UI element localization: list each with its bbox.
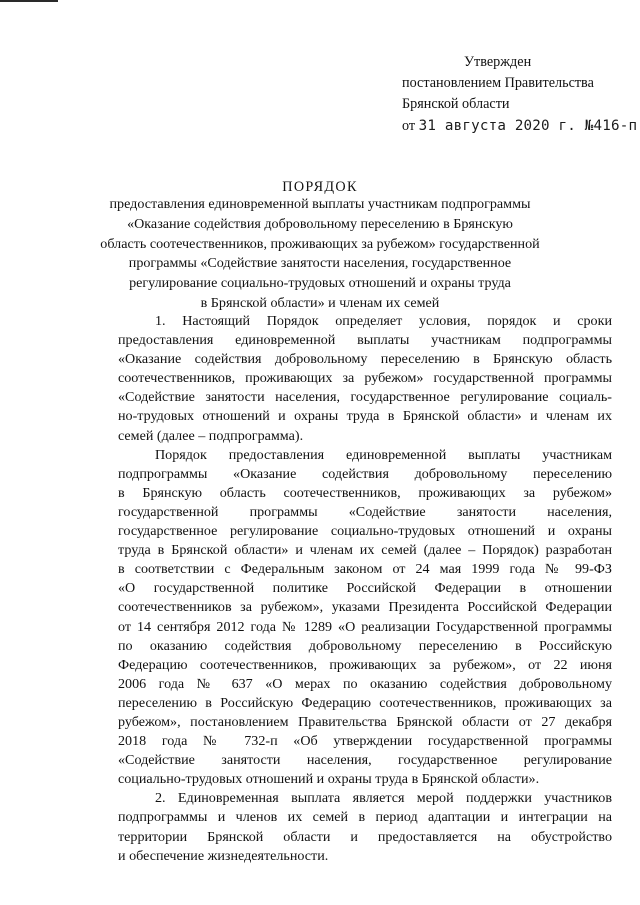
paragraph-line: подпрограммы «Оказание содействия добровольному переселению <box>118 465 612 482</box>
paragraph-line: по оказанию содействия добровольному переселению в Российскую <box>118 637 612 654</box>
scan-edge-mark <box>0 0 58 2</box>
approval-line: Брянской области <box>402 96 510 112</box>
approval-line: постановлением Правительства <box>402 75 594 91</box>
paragraph-line: переселению в Российскую Федерацию соотечественников, проживающих за <box>118 694 612 711</box>
paragraph-line: 2. Единовременная выплата является мерой поддержки участников <box>155 790 612 807</box>
subtitle-line: программы «Содействие занятости населения, государственное <box>128 255 512 272</box>
document-title: ПОРЯДОК <box>282 179 358 195</box>
document-body <box>118 312 612 866</box>
paragraph-1 <box>118 312 612 446</box>
paragraph-line: соотечественников за рубежом», указами Президента Российской Федерации <box>118 599 612 616</box>
paragraph-line: «Оказание содействия добровольному переселению в Брянскую область <box>118 351 612 368</box>
approval-date-line <box>402 116 638 137</box>
paragraph-line: рубежом», постановлением Правительства Брянской области от 27 декабря <box>118 713 612 730</box>
paragraph-line: подпрограммы и членов их семей в период адаптации и интеграции на <box>118 809 612 826</box>
paragraph-line: Федерацию соотечественников, проживающих за рубежом», от 22 июня <box>118 656 612 673</box>
paragraph-line: соотечественников, проживающих за рубежом» государственной программы <box>118 370 612 387</box>
paragraph-line: государственное регулирование социально-трудовых отношений и охраны <box>118 523 612 540</box>
paragraph-line: Порядок предоставления единовременной выплаты участникам <box>155 446 612 463</box>
subtitle-line: область соотечественников, проживающих за рубежом» государственной <box>100 235 540 252</box>
paragraph-line: 1. Настоящий Порядок определяет условия, порядок и сроки <box>155 313 612 329</box>
date-prefix: от <box>402 118 416 134</box>
approval-line: Утвержден <box>464 54 532 70</box>
approval-block <box>402 52 638 137</box>
paragraph-line: 2018 года № 732-п «Об утверждении государственной программы <box>118 733 612 750</box>
subtitle-line: в Брянской области» и членам их семей <box>200 294 440 311</box>
paragraph-line: «Содействие занятости населения, государственное регулирование социаль- <box>118 389 612 406</box>
paragraph-line: семей (далее – подпрограмма). <box>118 427 304 444</box>
subtitle-line: регулирование социально-трудовых отношений и охраны труда <box>129 275 511 292</box>
subtitle-line: «Оказание содействия добровольному переселению в Брянскую <box>127 215 513 232</box>
paragraph-line: территории Брянской области и предоставляется на обустройство <box>118 828 612 845</box>
paragraph-2 <box>118 789 612 865</box>
paragraph-line: «Содействие занятости населения, государственное регулирование <box>118 752 612 769</box>
paragraph-line: но-трудовых отношений и охраны труда в Брянской области» и членам их <box>118 408 612 425</box>
paragraph-line: и обеспечение жизнедеятельности. <box>118 847 329 864</box>
paragraph-line: предоставления единовременной выплаты участникам подпрограммы <box>118 332 612 349</box>
document-subtitle <box>88 195 552 314</box>
paragraph-line: труда в Брянской области» и членам их семей (далее – Порядок) разработан <box>118 542 612 559</box>
paragraph-line: в соответствии с Федеральным законом от 24 мая 1999 года № 99-ФЗ <box>118 561 612 578</box>
paragraph-line: от 14 сентября 2012 года № 1289 «О реализации Государственной программы <box>118 618 612 635</box>
handwritten-date-number: 31 августа 2020 г. №416-п <box>418 118 638 134</box>
paragraph-line: «О государственной политике Российской Федерации в отношении <box>118 580 612 597</box>
paragraph-line: 2006 года № 637 «О мерах по оказанию содействия добровольному <box>118 675 612 692</box>
paragraph-line: социально-трудовых отношений и охраны труда в Брянской области». <box>118 771 540 788</box>
paragraph-line: в Брянскую область соотечественников, проживающих за рубежом» <box>118 484 612 501</box>
paragraph-procedure <box>118 446 612 790</box>
paragraph-line: государственной программы «Содействие занятости населения, <box>118 503 612 520</box>
subtitle-line: предоставления единовременной выплаты участникам подпрограммы <box>109 196 531 212</box>
